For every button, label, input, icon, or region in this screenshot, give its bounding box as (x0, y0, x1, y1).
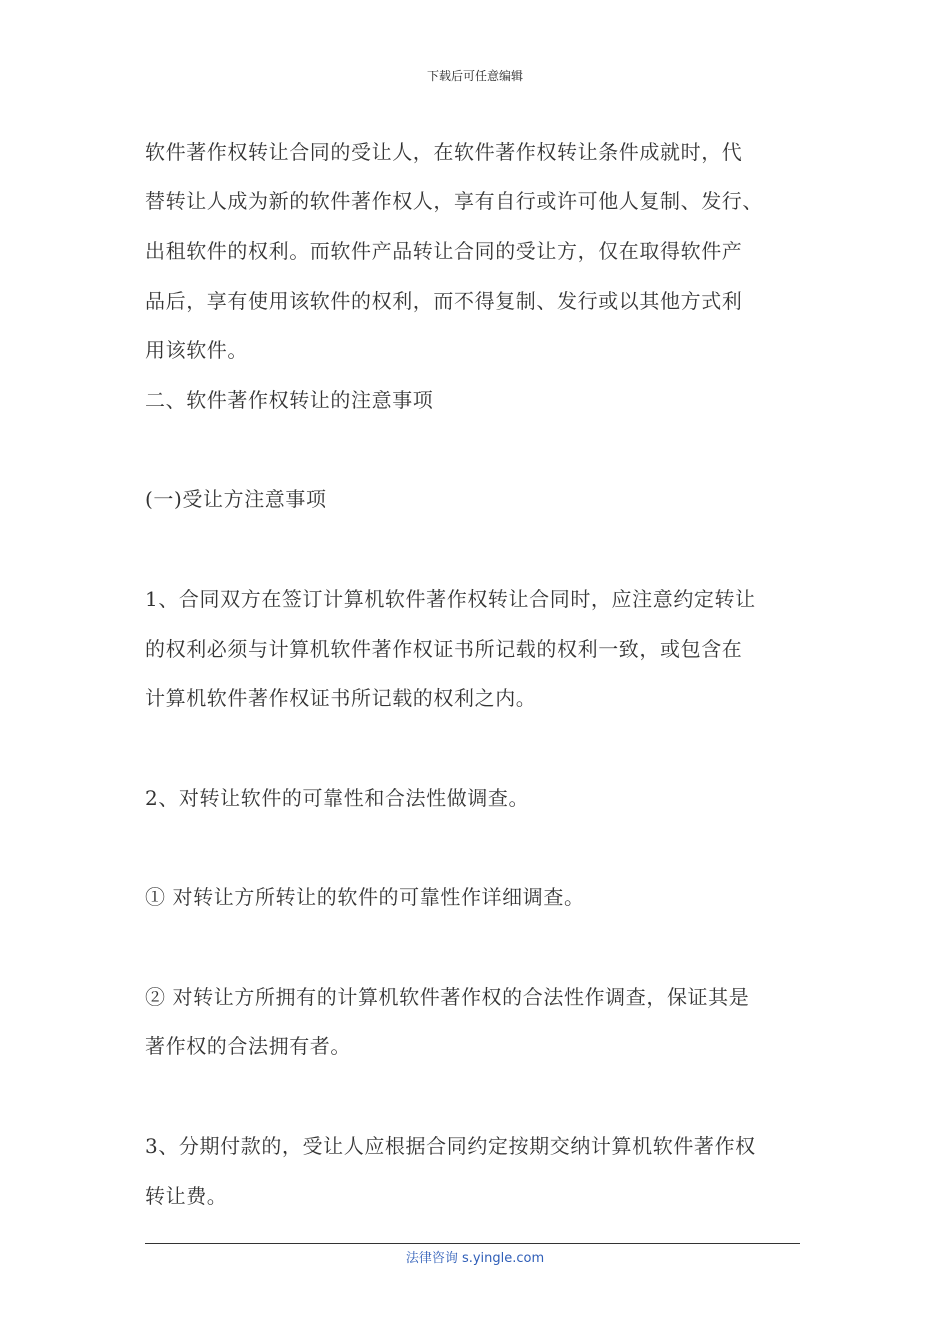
footer-link[interactable]: 法律咨询 s.yingle.com (405, 1251, 545, 1266)
section-heading: 二、软件著作权转让的注意事项 (145, 388, 434, 412)
list-item-line: 3、分期付款的，受让人应根据合同约定按期交纳计算机软件著作权 (145, 1134, 756, 1158)
paragraph-line: 替转让人成为新的软件著作权人，享有自行或许可他人复制、发行、 (145, 189, 763, 213)
sub-item-line: 著作权的合法拥有者。 (145, 1034, 351, 1058)
footer-divider (145, 1243, 800, 1244)
list-item-line: 2、对转让软件的可靠性和合法性做调查。 (145, 786, 530, 810)
list-item-line: 1、合同双方在签订计算机软件著作权转让合同时，应注意约定转让 (145, 587, 756, 611)
paragraph-line: 用该软件。 (145, 338, 248, 362)
paragraph-line: 软件著作权转让合同的受让人，在软件著作权转让条件成就时，代 (145, 140, 743, 164)
paragraph-line: 出租软件的权利。而软件产品转让合同的受让方，仅在取得软件产 (145, 239, 743, 263)
subsection-heading: (一)受让方注意事项 (145, 487, 327, 511)
list-item-line: 转让费。 (145, 1184, 228, 1208)
header-note: 下载后可任意编辑 (426, 69, 523, 83)
paragraph-line: 品后，享有使用该软件的权利，而不得复制、发行或以其他方式利 (145, 289, 743, 313)
sub-item-line: ① 对转让方所转让的软件的可靠性作详细调查。 (145, 885, 585, 909)
sub-item-line: ② 对转让方所拥有的计算机软件著作权的合法性作调查，保证其是 (145, 985, 750, 1009)
list-item-line: 的权利必须与计算机软件著作权证书所记载的权利一致，或包含在 (145, 637, 743, 661)
list-item-line: 计算机软件著作权证书所记载的权利之内。 (145, 686, 537, 710)
